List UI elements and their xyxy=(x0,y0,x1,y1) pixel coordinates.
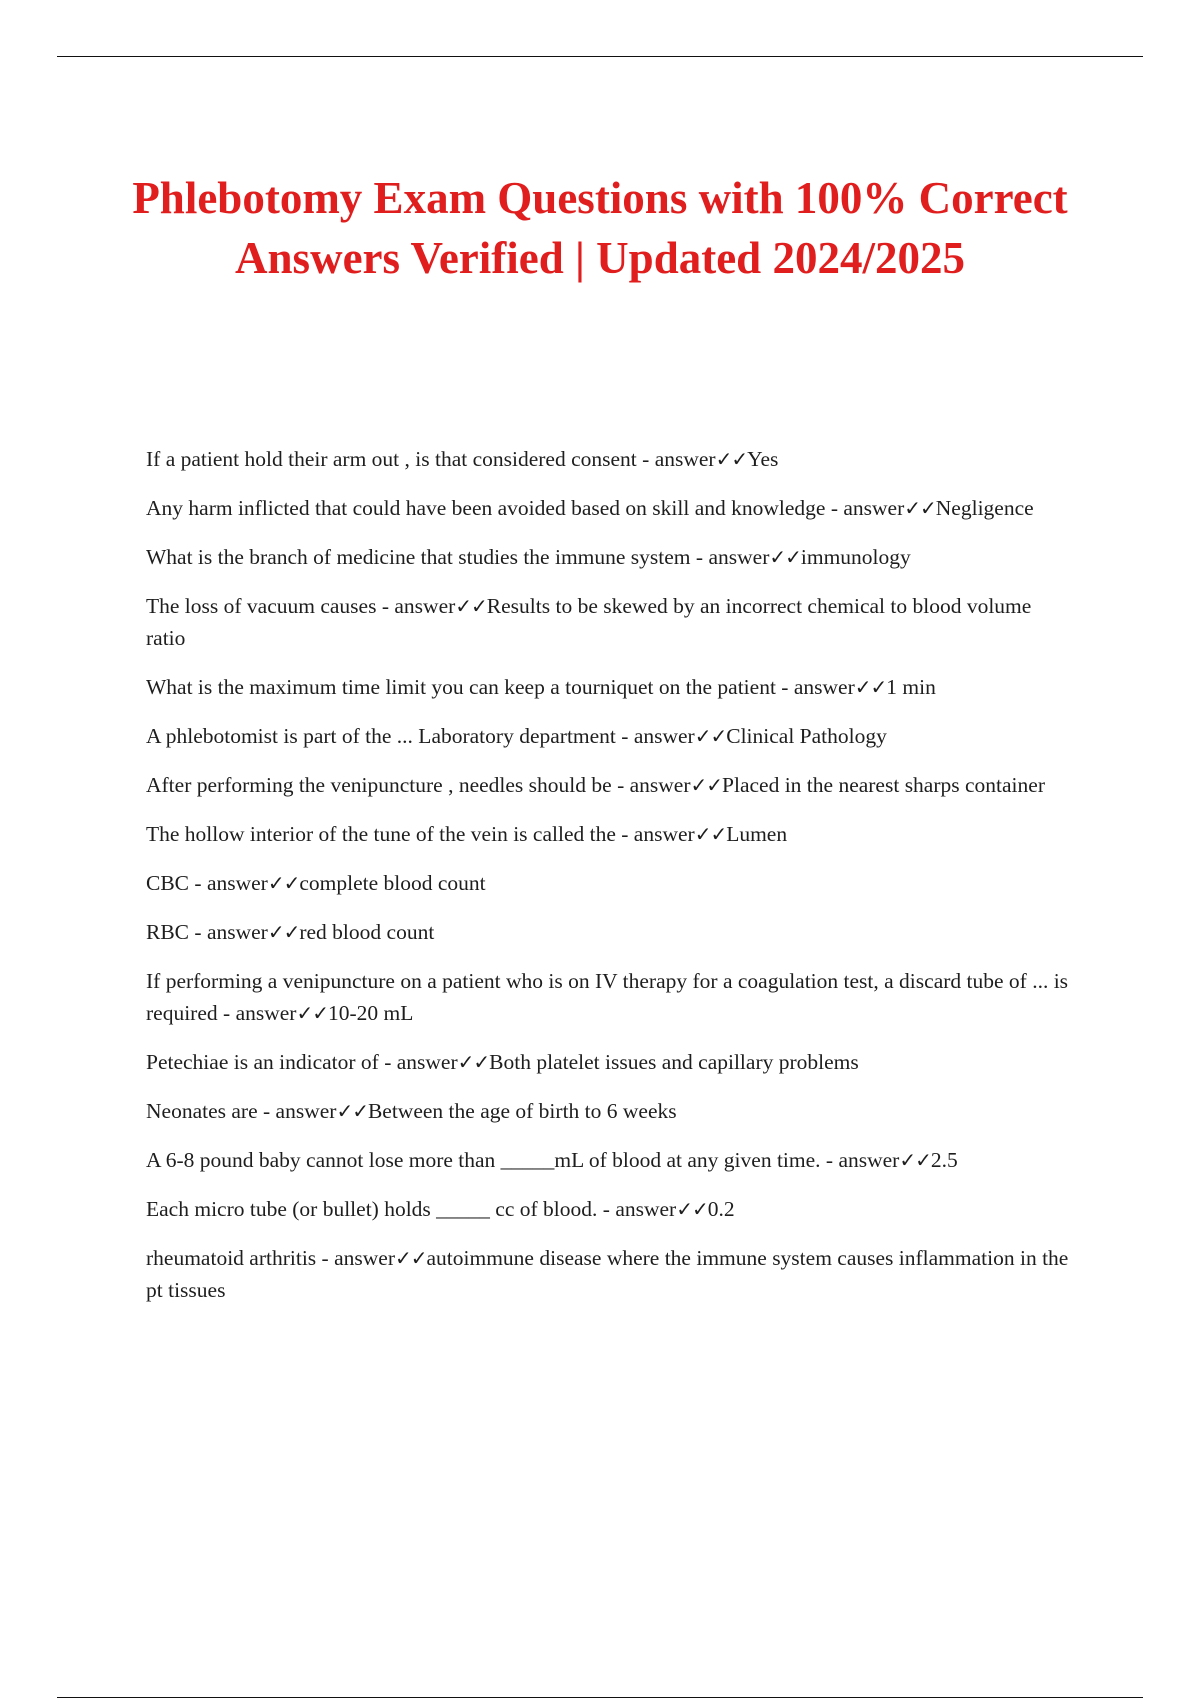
double-check-icon: ✓✓ xyxy=(769,545,801,569)
separator: - xyxy=(825,496,844,520)
answer-label: answer xyxy=(275,1099,337,1123)
double-check-icon: ✓✓ xyxy=(457,1050,490,1074)
separator: - xyxy=(189,871,207,895)
answer-label: answer xyxy=(838,1148,900,1172)
question-text: A 6-8 pound baby cannot lose more than _____mL of blood at any given time. xyxy=(146,1148,821,1172)
double-check-icon: ✓✓ xyxy=(904,496,936,520)
question-text: After performing the venipuncture , needles should be xyxy=(146,773,612,797)
qa-list xyxy=(146,443,1071,1323)
answer-label: answer xyxy=(206,871,268,895)
separator: - xyxy=(217,1001,236,1025)
answer-label: answer xyxy=(235,1001,297,1025)
answer-label: answer xyxy=(334,1246,395,1270)
answer-text: Both platelet issues and capillary problems xyxy=(489,1050,859,1074)
separator: - xyxy=(615,724,634,748)
answer-label: answer xyxy=(633,822,695,846)
double-check-icon: ✓✓ xyxy=(854,675,887,699)
answer-label: answer xyxy=(396,1050,458,1074)
answer-text: autoimmune disease where the immune system causes inflammation in the pt tissues xyxy=(146,1246,1069,1302)
separator: - xyxy=(820,1148,839,1172)
qa-item xyxy=(146,1242,1071,1306)
separator: - xyxy=(597,1197,616,1221)
answer-text: Yes xyxy=(747,447,779,471)
qa-item xyxy=(146,769,1071,801)
separator: - xyxy=(257,1099,276,1123)
answer-label: answer xyxy=(629,773,691,797)
answer-label: answer xyxy=(615,1197,677,1221)
qa-item xyxy=(146,1095,1071,1127)
answer-label: answer xyxy=(843,496,905,520)
question-text: What is the maximum time limit you can keep a tourniquet on the patient xyxy=(146,675,776,699)
double-check-icon: ✓✓ xyxy=(296,1001,328,1025)
question-text: rheumatoid arthritis xyxy=(146,1246,317,1270)
answer-text: red blood count xyxy=(299,920,435,944)
double-check-icon: ✓✓ xyxy=(394,1246,427,1270)
question-text: Each micro tube (or bullet) holds _____ cc of blood. xyxy=(146,1197,598,1221)
answer-text: 10-20 mL xyxy=(327,1001,414,1025)
qa-item xyxy=(146,541,1071,573)
qa-item xyxy=(146,1144,1071,1176)
question-text: If a patient hold their arm out , is that considered consent xyxy=(146,447,637,471)
answer-text: complete blood count xyxy=(299,871,486,895)
answer-text: 2.5 xyxy=(930,1148,958,1172)
answer-label: answer xyxy=(633,724,695,748)
answer-label: answer xyxy=(654,447,716,471)
question-text: A phlebotomist is part of the ... Laboratory department xyxy=(146,724,616,748)
qa-item xyxy=(146,590,1071,654)
answer-text: Placed in the nearest sharps container xyxy=(722,773,1045,797)
double-check-icon: ✓✓ xyxy=(676,1197,708,1221)
answer-label: answer xyxy=(793,675,855,699)
separator: - xyxy=(775,675,794,699)
answer-text: Lumen xyxy=(726,822,788,846)
answer-text: Between the age of birth to 6 weeks xyxy=(367,1099,677,1123)
answer-text: Results to be skewed by an incorrect chemical to blood volume ratio xyxy=(146,594,1032,650)
separator: - xyxy=(611,773,630,797)
double-check-icon: ✓✓ xyxy=(694,724,727,748)
double-check-icon: ✓✓ xyxy=(690,773,723,797)
qa-item xyxy=(146,1193,1071,1225)
separator: - xyxy=(690,545,709,569)
qa-item xyxy=(146,443,1071,475)
answer-label: answer xyxy=(206,920,268,944)
double-check-icon: ✓✓ xyxy=(267,920,300,944)
qa-item xyxy=(146,867,1071,899)
bottom-rule xyxy=(57,1697,1143,1698)
question-text: If performing a venipuncture on a patient who is on IV therapy for a coagulation test, a discard tube of ... is required xyxy=(146,969,1069,1025)
question-text: Any harm inflicted that could have been avoided based on skill and knowledge xyxy=(146,496,826,520)
double-check-icon: ✓✓ xyxy=(899,1148,931,1172)
answer-label: answer xyxy=(394,594,456,618)
qa-item xyxy=(146,671,1071,703)
separator: - xyxy=(376,594,395,618)
double-check-icon: ✓✓ xyxy=(267,871,300,895)
qa-item xyxy=(146,1046,1071,1078)
qa-item xyxy=(146,492,1071,524)
question-text: RBC xyxy=(146,920,190,944)
qa-item xyxy=(146,720,1071,752)
double-check-icon: ✓✓ xyxy=(694,822,727,846)
separator: - xyxy=(378,1050,397,1074)
answer-text: Clinical Pathology xyxy=(726,724,887,748)
separator: - xyxy=(189,920,207,944)
question-text: The loss of vacuum causes xyxy=(146,594,377,618)
double-check-icon: ✓✓ xyxy=(715,447,748,471)
qa-item xyxy=(146,818,1071,850)
question-text: What is the branch of medicine that studies the immune system xyxy=(146,545,691,569)
question-text: The hollow interior of the tune of the vein is called the xyxy=(146,822,616,846)
top-rule xyxy=(57,56,1143,57)
double-check-icon: ✓✓ xyxy=(455,594,487,618)
qa-item xyxy=(146,916,1071,948)
question-text: Neonates are xyxy=(146,1099,258,1123)
document-title: Phlebotomy Exam Questions with 100% Correct Answers Verified | Updated 2024/2025 xyxy=(132,173,1068,283)
double-check-icon: ✓✓ xyxy=(336,1099,368,1123)
qa-item xyxy=(146,965,1071,1029)
answer-text: 0.2 xyxy=(707,1197,735,1221)
separator: - xyxy=(636,447,655,471)
answer-text: immunology xyxy=(800,545,911,569)
question-text: CBC xyxy=(146,871,190,895)
question-text: Petechiae is an indicator of xyxy=(146,1050,379,1074)
answer-label: answer xyxy=(708,545,770,569)
separator: - xyxy=(615,822,634,846)
separator: - xyxy=(316,1246,335,1270)
answer-text: 1 min xyxy=(886,675,936,699)
answer-text: Negligence xyxy=(935,496,1034,520)
